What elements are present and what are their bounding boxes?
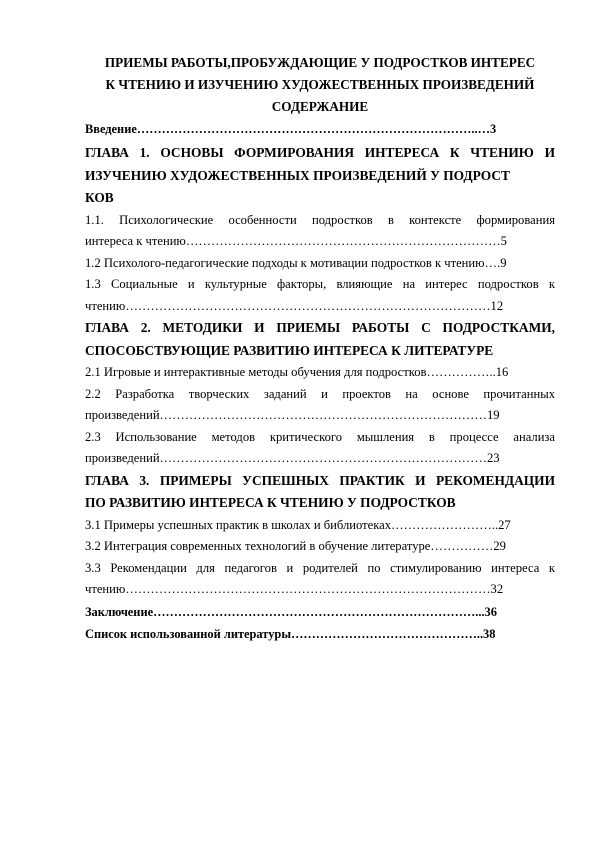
toc-chapter-2: [85, 317, 555, 362]
chapter-3-line-1: ГЛАВА 3. ПРИМЕРЫ УСПЕШНЫХ ПРАКТИК И РЕКОМЕНДАЦИИ: [85, 472, 555, 488]
entry-2-3-line-1: 2.3 Использование методов критического мышления в процессе анализа: [85, 429, 555, 444]
entry-2-3-line-2: произведений……………………………………………………………………23: [85, 451, 500, 465]
toc-entry-2-2: [85, 384, 555, 427]
toc-entry-2-3: [85, 427, 555, 470]
entry-2-1-line-1: 2.1 Игровые и интерактивные методы обучения для подростков……………..16: [85, 365, 509, 379]
title-line-1: ПРИЕМЫ РАБОТЫ,ПРОБУЖДАЮЩИЕ У ПОДРОСТКОВ ИНТЕРЕС: [104, 55, 536, 70]
table-of-contents: [85, 118, 555, 645]
entry-1-1-line-2: интереса к чтению…………………………………………………………………5: [85, 234, 507, 248]
entry-1-3-line-1: 1.3 Социальные и культурные факторы, влияющие на интерес подростков к: [85, 277, 555, 291]
toc-chapter-3: [85, 470, 555, 515]
toc-chapter-1: [85, 142, 555, 210]
toc-entry-introduction: Введение………………………………………………………………………..…3: [85, 122, 497, 136]
chapter-2-line-2: СПОСОБСТВУЮЩИЕ РАЗВИТИЮ ИНТЕРЕСА К ЛИТЕРАТУРЕ: [85, 342, 494, 358]
entry-3-1-line-1: 3.1 Примеры успешных практик в школах и библиотеках……………………..27: [85, 517, 511, 532]
entry-2-2-line-1: 2.2 Разработка творческих заданий и проектов на основе прочитанных: [85, 386, 555, 401]
chapter-1-line-1: ГЛАВА 1. ОСНОВЫ ФОРМИРОВАНИЯ ИНТЕРЕСА К ЧТЕНИЮ И: [85, 145, 555, 160]
entry-1-2-line-1: 1.2 Психолого-педагогические подходы к мотивации подростков к чтению….9: [85, 255, 507, 270]
toc-heading: СОДЕРЖАНИЕ: [271, 99, 369, 114]
chapter-2-line-1: ГЛАВА 2. МЕТОДИКИ И ПРИЕМЫ РАБОТЫ С ПОДРОСТКАМИ,: [85, 320, 555, 335]
toc-entry-1-3: [85, 274, 555, 317]
chapter-3-line-2: ПО РАЗВИТИЮ ИНТЕРЕСА К ЧТЕНИЮ У ПОДРОСТКОВ: [85, 495, 456, 510]
entry-3-3-line-1: 3.3 Рекомендации для педагогов и родителей по стимулированию интереса к: [85, 560, 555, 575]
toc-entry-1-2: [85, 253, 555, 275]
chapter-1-line-2: ИЗУЧЕНИЮ ХУДОЖЕСТВЕННЫХ ПРОИЗВЕДЕНИЙ У ПОДРОСТ: [85, 167, 510, 183]
toc-entry-conclusion: Заключение……………………………………………………………………...36: [85, 604, 497, 619]
toc-entry-1-1: [85, 210, 555, 253]
toc-entry-2-1: [85, 362, 555, 384]
title-line-2: К ЧТЕНИЮ И ИЗУЧЕНИЮ ХУДОЖЕСТВЕННЫХ ПРОИЗВЕДЕНИЙ: [105, 77, 535, 92]
toc-entry-references: Список использованной литературы………………………………………..38: [85, 626, 496, 641]
toc-entry-3-1: [85, 515, 555, 537]
document-title: [85, 52, 555, 118]
chapter-1-line-3: КОВ: [85, 190, 114, 205]
toc-entry-3-3: [85, 558, 555, 601]
entry-2-2-line-2: произведений……………………………………………………………………19: [85, 408, 500, 422]
entry-3-2-line-1: 3.2 Интеграция современных технологий в обучение литературе……………29: [85, 539, 506, 553]
entry-1-1-line-1: 1.1. Психологические особенности подростков в контексте формирования: [85, 212, 555, 227]
document-page: [85, 52, 555, 645]
entry-3-3-line-2: чтению……………………………………………………………………………32: [85, 582, 504, 596]
entry-1-3-line-2: чтению……………………………………………………………………………12: [85, 298, 504, 313]
toc-entry-3-2: [85, 536, 555, 558]
